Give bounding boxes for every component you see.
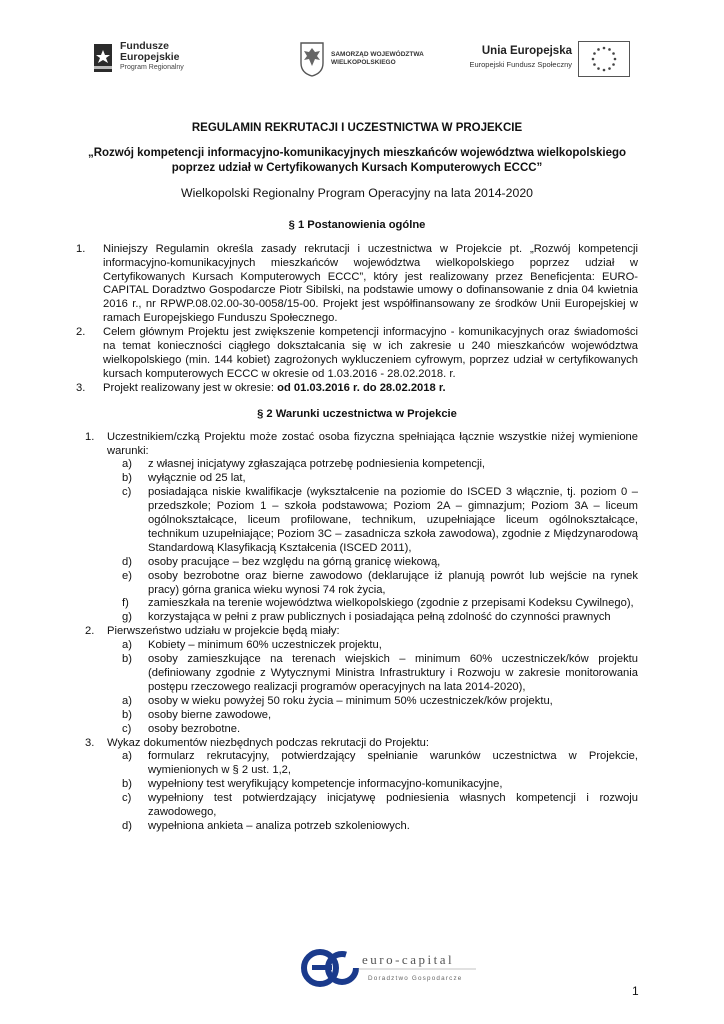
wlkp-line2: WIELKOPOLSKIEGO <box>331 59 396 66</box>
eu-star-icon <box>608 67 611 70</box>
item-text: Pierwszeństwo udziału w projekcie będą miały: <box>107 625 340 638</box>
item-number: 1. <box>85 430 95 443</box>
sub-item-text: wyłącznie od 25 lat, <box>148 472 246 485</box>
sub-item-text: Kobiety – minimum 60% uczestniczek projektu, <box>148 639 382 652</box>
sub-item-letter: b) <box>122 778 132 791</box>
eu-star-icon <box>612 52 615 55</box>
list-item <box>76 737 638 751</box>
sub-item-text: osoby pracujące – bez względu na górną granicę wiekową, <box>148 555 441 568</box>
sub-item-letter: b) <box>122 708 132 721</box>
eu-star-icon <box>603 47 606 50</box>
sub-list-item <box>76 750 638 778</box>
sub-list-item <box>76 570 638 598</box>
sub-item-letter: b) <box>122 472 132 485</box>
list-item <box>76 243 638 326</box>
sub-item-letter: b) <box>122 653 132 666</box>
item-text: Niniejszy Regulamin określa zasady rekrutacji i uczestnictwa w Projekcie pt. „Rozwój kompetencji informacyjno-komunikacyjnych mieszkańców województwa wielkopolskiego poprzez udział w Certyfikowanych Kursach Komputerowych ECCC”, który jest realizowany przez Beneficjenta: EURO-CAPITAL Doradztwo Gospodarcze Piotr Sibilski, na podstawie umowy o dofinansowanie z dnia 04 kwietnia 2016 r., nr RPWP.08.02.00-30-0058/15-00. Projekt jest współfinansowany ze środków Unii Europejskiej w ramach Europejskiego Funduszu Społecznego. <box>103 242 638 325</box>
fe-line3: Program Regionalny <box>120 64 184 71</box>
project-title-line2: poprzez udział w Certyfikowanych Kursach Komputerowych ECCC” <box>171 161 543 174</box>
sub-list-item <box>76 653 638 695</box>
sub-list-item <box>76 778 638 792</box>
samorzad-logo <box>299 41 439 79</box>
ue-title: Unia Europejska <box>481 45 572 57</box>
sub-list-item <box>76 820 638 834</box>
section-2-list <box>76 431 638 834</box>
eu-star-icon <box>603 69 606 72</box>
brand-sub: Doradztwo Gospodarcze <box>368 975 463 982</box>
fe-line1: Fundusze <box>120 40 169 52</box>
wlkp-line1: SAMORZĄD WOJEWÓDZTWA <box>331 51 424 58</box>
brand-name: euro-capital <box>362 952 455 967</box>
sub-list-item <box>76 472 638 486</box>
project-title <box>76 146 638 176</box>
eu-star-icon <box>608 48 611 51</box>
sub-item-text: osoby bierne zawodowe, <box>148 708 272 721</box>
sub-item-text: osoby w wieku powyżej 50 roku życia – minimum 50% uczestniczek/ków projektu, <box>148 694 553 707</box>
item-number: 2. <box>85 625 95 638</box>
section-1-title: § 1 Postanowienia ogólne <box>288 218 426 231</box>
item-text: Celem głównym Projektu jest zwiększenie kompetencji informacyjno - komunikacyjnych oraz świadomości na temat konieczności ciągłego dokształcania się w ich zakresie u 240 mieszkańców województwa wielkopolskiego (min. 144 kobiet) zagrożonych wykluczeniem cyfrowym, poprzez udział w certyfikowanych kursach komputerowych ECCC w okresie od 1.03.2016 - 28.02.2018. r. <box>103 326 638 380</box>
fe-star-icon <box>92 42 114 74</box>
eu-flag-icon <box>578 41 630 77</box>
item-text: Wykaz dokumentów niezbędnych podczas rekrutacji do Projektu: <box>107 736 430 749</box>
euro-capital-logo <box>300 942 480 992</box>
eu-star-icon <box>592 58 595 61</box>
sub-item-text: wypełniony test weryfikujący kompetencje informacyjno-komunikacyjne, <box>148 778 503 791</box>
document-body <box>76 122 638 834</box>
sub-item-letter: f) <box>122 597 129 610</box>
fe-line2: Europejskie <box>120 51 180 63</box>
sub-item-letter: a) <box>122 694 132 707</box>
sub-item-letter: e) <box>122 569 132 582</box>
sub-item-letter: c) <box>122 722 132 735</box>
program-name: Wielkopolski Regionalny Program Operacyjny na lata 2014-2020 <box>180 185 534 200</box>
item-period-bold: od 01.03.2016 r. do 28.02.2018 r. <box>277 381 446 394</box>
sub-list-item <box>76 486 638 556</box>
sub-list-item <box>76 639 638 653</box>
eu-star-icon <box>612 63 615 66</box>
sub-item-letter: a) <box>122 458 132 471</box>
sub-list-item <box>76 611 638 625</box>
eu-star-icon <box>597 67 600 70</box>
eu-star-icon <box>593 52 596 55</box>
header-logos <box>92 38 634 82</box>
sub-item-letter: g) <box>122 611 132 624</box>
sub-item-letter: a) <box>122 750 132 763</box>
sub-item-text: posiadająca niskie kwalifikacje (wykształcenie na poziomie do ISCED 3 włącznie, tj. poziom 0 – przedszkole; Poziom 1 – szkoła podstawowa; Poziom 2A – gimnazjum; Poziom 3A – liceum ogólnokształcące, liceum profilowane, technikum, uzupełniające liceum ogólnokształcące, technikum uzupełniające; Poziom 3C – zasadnicza szkoła zawodowa), zgodnie z Międzynarodową Standardową Klasyfikacją Kształcenia (ISCED 2011), <box>148 486 638 554</box>
sub-list-item <box>76 723 638 737</box>
sub-item-text: osoby bezrobotne. <box>148 722 241 735</box>
item-number: 2. <box>76 326 86 339</box>
sub-item-letter: c) <box>122 792 132 805</box>
sub-item-letter: a) <box>122 639 132 652</box>
item-number: 1. <box>76 242 86 255</box>
sub-item-text: wypełniony test potwierdzający inicjatywę podniesienia własnych kompetencji i rozwoju zawodowego, <box>148 792 638 819</box>
sub-item-text: osoby bezrobotne oraz bierne zawodowo (deklarujące iż planują powrót lub wejście na rynek pracy) górna granica wieku wynosi 74 rok życia, <box>148 569 638 596</box>
sub-list-item <box>76 597 638 611</box>
item-number: 3. <box>76 381 86 394</box>
sub-item-letter: d) <box>122 819 132 832</box>
fe-text <box>120 41 184 73</box>
sub-item-text: zamieszkała na terenie województwa wielkopolskiego (zgodnie z przepisami Kodeksu Cywilnego), <box>148 597 634 610</box>
ue-subtitle: Europejski Fundusz Społeczny <box>469 60 572 69</box>
list-item <box>76 625 638 639</box>
sub-item-letter: d) <box>122 555 132 568</box>
unia-europejska-logo <box>465 41 630 79</box>
sub-item-text: osoby zamieszkujące na terenach wiejskich – minimum 60% uczestniczek/ków projektu (definiowany zgodnie z Wytycznymi Ministra Infrastruktury i Rozwoju w zakresie monitorowania postępu rzeczowego realizacji programów operacyjnych na lata 2014-2020), <box>148 653 638 693</box>
project-title-line1: „Rozwój kompetencji informacyjno-komunikacyjnych mieszkańców województwa wielkopolskiego <box>87 146 627 159</box>
section-1-list <box>76 243 638 396</box>
section-2-title: § 2 Warunki uczestnictwa w Projekcie <box>257 407 457 420</box>
sub-list-item <box>76 792 638 820</box>
sub-list-item <box>76 556 638 570</box>
item-text-plain: Projekt realizowany jest w okresie: <box>103 381 278 394</box>
sub-item-text: z własnej inicjatywy zgłaszająca potrzebę podniesienia kompetencji, <box>148 458 486 471</box>
page-number: 1 <box>632 984 639 998</box>
item-text: Uczestnikiem/czką Projektu może zostać osoba fizyczna spełniająca łącznie wszystkie niżej wymienione warunki: <box>107 430 638 457</box>
list-item <box>76 326 638 382</box>
sub-item-letter: c) <box>122 486 132 499</box>
sub-item-text: wypełniona ankieta – analiza potrzeb szkoleniowych. <box>148 819 410 832</box>
fundusze-europejskie-logo <box>92 40 212 80</box>
sub-list-item <box>76 458 638 472</box>
eu-star-icon <box>597 48 600 51</box>
item-number: 3. <box>85 736 95 749</box>
sub-item-text: formularz rekrutacyjny, potwierdzający spełnianie warunków uczestnictwa w Projekcie, wymienionych w § 2 ust. 1,2, <box>148 750 638 777</box>
list-item <box>76 382 638 396</box>
eu-star-icon <box>593 63 596 66</box>
sub-item-text: korzystająca w pełni z praw publicznych i posiadająca pełną zdolność do czynności prawnych <box>148 611 611 624</box>
document-title: REGULAMIN REKRUTACJI I UCZESTNICTWA W PROJEKCIE <box>191 122 523 134</box>
eagle-crest-icon <box>299 41 325 77</box>
sub-list-item <box>76 709 638 723</box>
sub-list-item <box>76 695 638 709</box>
list-item <box>76 431 638 459</box>
eu-star-icon <box>614 58 617 61</box>
item-text <box>103 382 638 396</box>
